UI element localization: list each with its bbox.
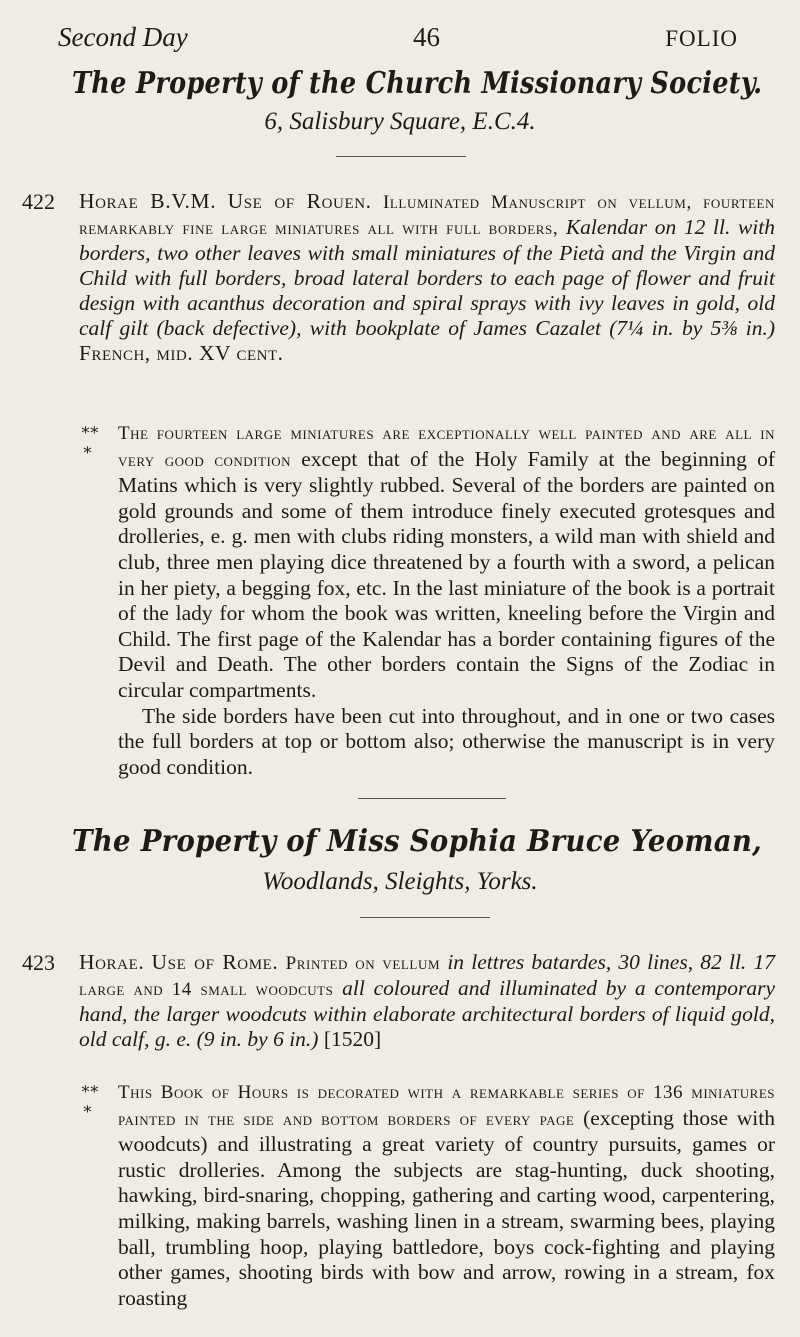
provenance-heading-2: The Property of Miss Sophia Bruce Yeoman,	[72, 824, 762, 859]
lot-note	[118, 420, 775, 780]
lot-date: [1520]	[323, 1027, 382, 1051]
lot-use: Use of Rome.	[151, 950, 279, 974]
running-head-right: FOLIO	[665, 26, 738, 51]
lot-title: Horae B.V.M.	[79, 189, 217, 213]
divider	[336, 156, 466, 157]
lot-note	[118, 1079, 775, 1311]
lot-title-rest: Printed on vellum	[285, 953, 441, 974]
lot-use: Use of Rouen.	[227, 189, 372, 213]
lot-note-text: except that of the Holy Family at the beginning of Matins which is very slightly rubbed. Several of the borders are painted on gold grounds and some of them introduce finely executed grotesques and drolleries, e. g. men with clubs riding monsters, a wild man with shield and club, three men playing dice threatened by a fourth with a sword, a pelican in her piety, a begging fox, etc. In the last miniature of the book is a portrait of the lady for whom the book was written, kneeling before the Virgin and Child. The first page of the Kalendar has a border containing figures of the Devil and Death. The other borders contain the Signs of the Zodiac in circular compartments.	[118, 446, 776, 702]
lot-physical-description: Kalendar on 12 ll. with borders, two other leaves with small miniatures of the Pietà and the Virgin and Child with full borders, broad lateral borders to each page of flower and fruit design with acanthus decoration and spiral sprays with ivy leaves in gold, old calf gilt (back defective), with bookplate of James Cazalet	[79, 215, 775, 340]
provenance-address-1: 6, Salisbury Square, E.C.4.	[264, 108, 536, 135]
lot-physical-description: in lettres batardes, 30 lines, 82 ll. 17	[447, 950, 776, 974]
lot-number: 423	[22, 950, 55, 975]
provenance-address-2: Woodlands, Sleights, Yorks.	[262, 868, 538, 895]
lot-description	[79, 189, 775, 366]
lot-physical-description-2: all coloured and illuminated by a contemporary hand, the larger woodcuts within elaborate architectural borders of liquid gold, old calf, g. e.	[79, 976, 776, 1051]
running-head-left: Second Day	[58, 22, 188, 52]
lot-title: Horae.	[79, 950, 145, 974]
lot-note-text: (excepting those with woodcuts) and illustrating a great variety of country pursuits, games or rustic drolleries. Among the subjects are stag-hunting, duck shooting, hawking, bird-snaring, chopping, gathering and carting wood, carpentering, milking, making barrels, washing linen in a stream, swarming bees, playing ball, trumbling hoop, playing battledore, boys cock-fighting and playing other games, shooting birds with bow and arrow, rowing in a stream, fox roasting	[118, 1105, 776, 1310]
lot-woodcuts: large and 14 small woodcuts	[79, 979, 334, 1000]
lot-note-lead: The fourteen large miniatures are exceptionally well painted and are all in very good condition	[118, 423, 775, 471]
asterism: ∗∗ ∗	[80, 1081, 98, 1118]
lot-description	[79, 950, 775, 1052]
asterism: ∗∗ ∗	[80, 422, 98, 459]
running-head	[58, 22, 738, 56]
divider	[360, 917, 490, 918]
lot-size: (9 in. by 6 in.)	[196, 1027, 319, 1051]
page-number: 46	[412, 22, 440, 52]
lot-origin: French, mid. XV cent.	[79, 341, 284, 365]
divider	[358, 798, 506, 799]
lot-note-second: The side borders have been cut into throughout, and in one or two cases the full borders at top or bottom also; otherwise the manuscript is in very good condition.	[118, 703, 775, 779]
lot-title-rest: Illuminated Manuscript on vellum, fourteen remarkably fine large miniatures all with full borders,	[79, 192, 776, 239]
lot-number: 422	[22, 189, 55, 214]
provenance-heading-1: The Property of the Church Missionary Society.	[72, 66, 763, 101]
lot-size: (7¼ in. by 5⅜ in.)	[609, 316, 776, 340]
lot-note-lead: This Book of Hours is decorated with a remarkable series of 136 miniatures painted in the side and bottom borders of every page	[118, 1082, 775, 1130]
